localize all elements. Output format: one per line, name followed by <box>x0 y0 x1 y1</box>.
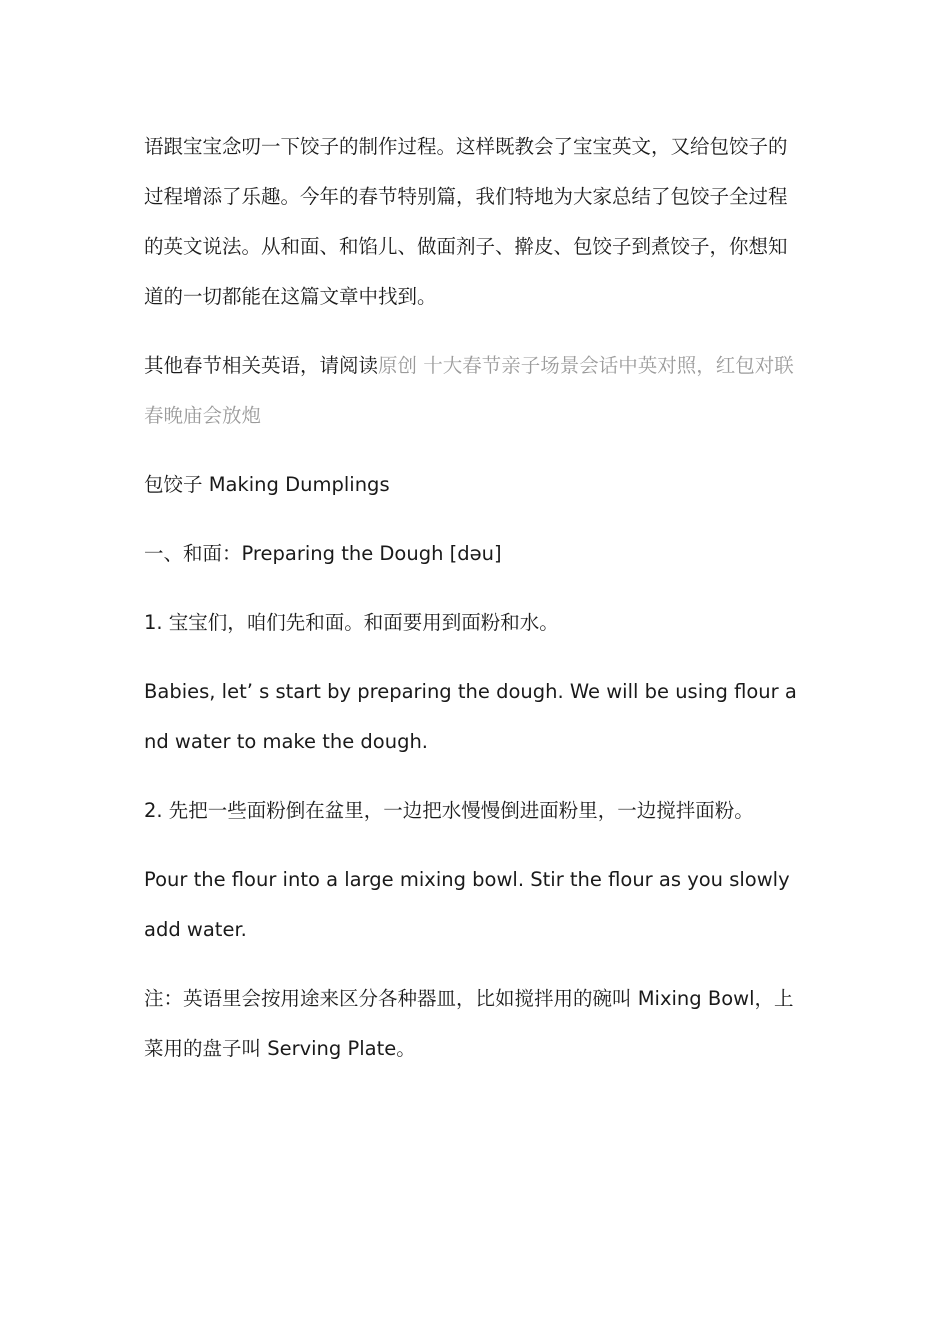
step-1-chinese: 1. 宝宝们，咱们先和面。和面要用到面粉和水。 <box>144 611 559 634</box>
note-paragraph: 注：英语里会按用途来区分各种器皿，比如搅拌用的碗叫 Mixing Bowl，上菜用的盘子叫 Serving Plate。 <box>144 987 794 1060</box>
related-reading-paragraph <box>144 341 804 441</box>
intro-paragraph: 语跟宝宝念叨一下饺子的制作过程。这样既教会了宝宝英文，又给包饺子的过程增添了乐趣。今年的春节特别篇，我们特地为大家总结了包饺子全过程的英文说法。从和面、和馅儿、做面剂子、擀皮、包饺子到煮饺子，你想知道的一切都能在这篇文章中找到。 <box>144 135 788 308</box>
related-article-link[interactable]: 原创 十大春节亲子场景会话中英对照，红包对联春晚庙会放炮 <box>144 354 794 427</box>
step-1-english: Babies, let’ s start by preparing the dough. We will be using flour and water to make the dough. <box>144 680 797 753</box>
related-reading-prefix: 其他春节相关英语，请阅读 <box>144 354 379 377</box>
article-title: 包饺子 Making Dumplings <box>144 473 390 496</box>
section-heading: 一、和面：Preparing the Dough [dəu] <box>144 542 502 565</box>
step-2-chinese: 2. 先把一些面粉倒在盆里，一边把水慢慢倒进面粉里，一边搅拌面粉。 <box>144 799 754 822</box>
step-2-english: Pour the flour into a large mixing bowl. Stir the flour as you slowly add water. <box>144 868 790 941</box>
document-body <box>144 122 804 1093</box>
